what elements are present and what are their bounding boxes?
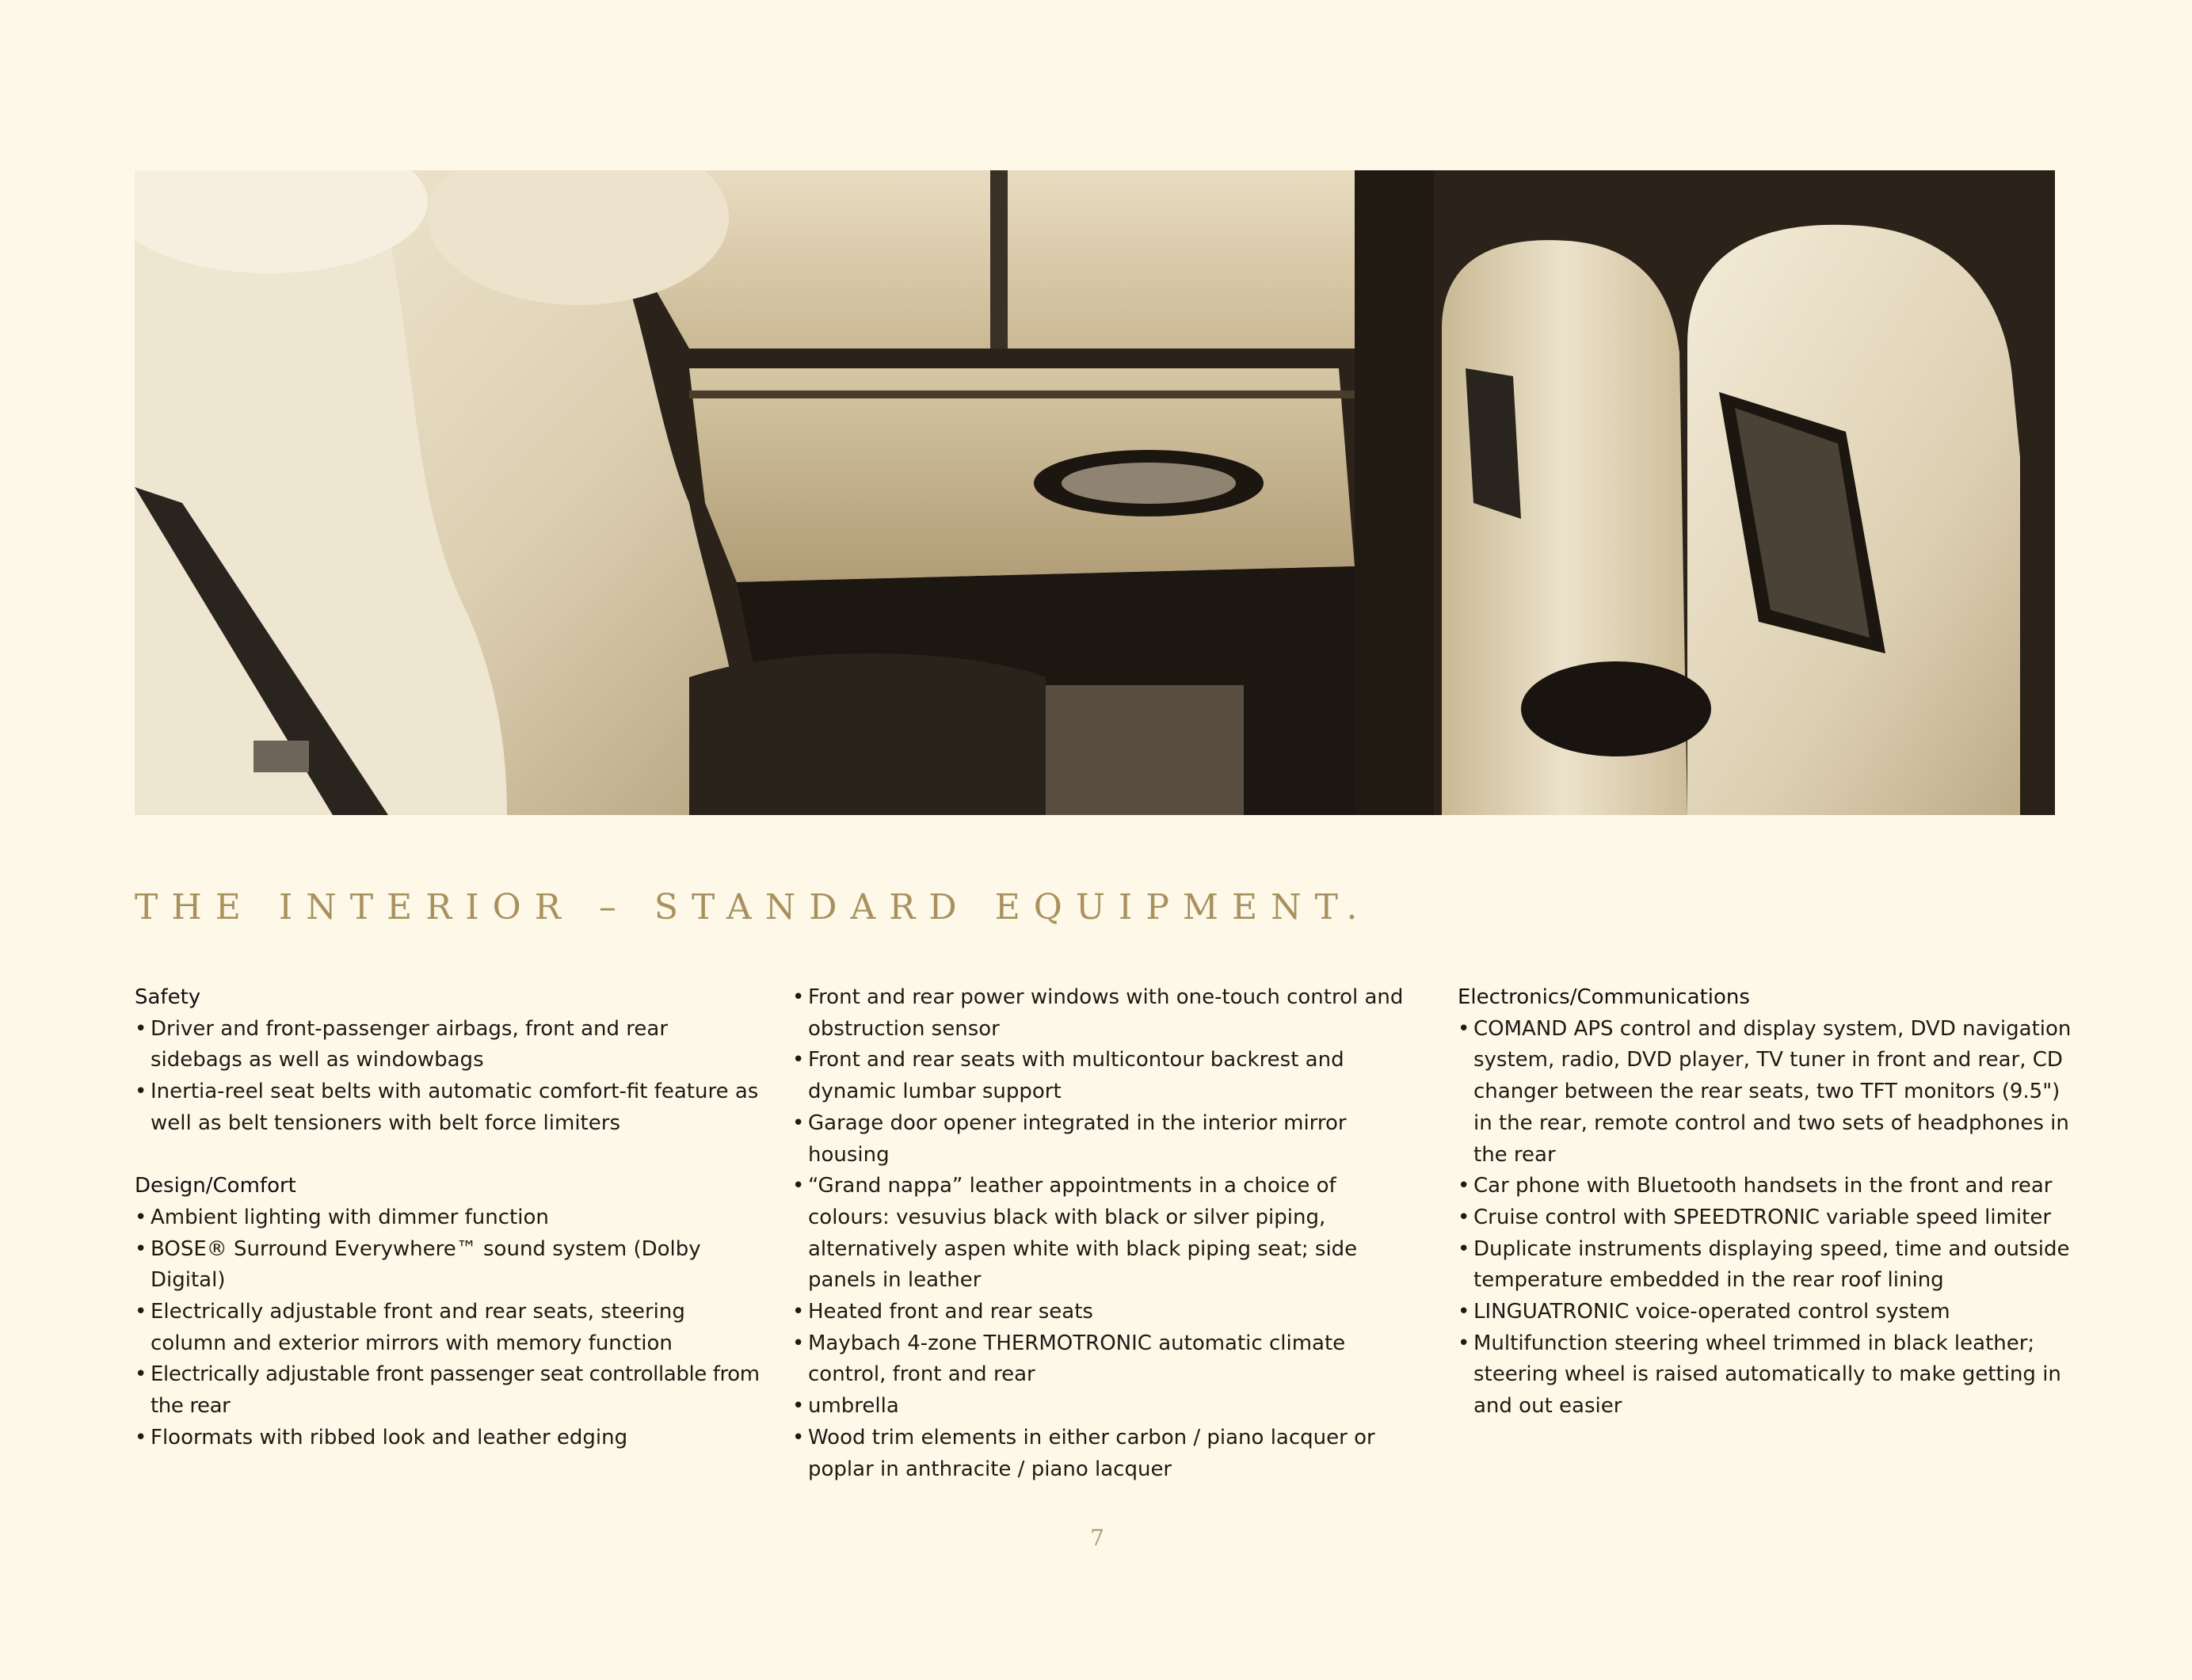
list-item: • Car phone with Bluetooth handsets in the front and rear	[1458, 1171, 2083, 1202]
list-item: • Electrically adjustable front passenger seat controllable from the rear	[135, 1359, 761, 1422]
list-item: • LINGUATRONIC voice-operated control system	[1458, 1297, 2083, 1328]
list-item: • Inertia-reel seat belts with automatic comfort-fit feature as well as belt tensioners with belt force limiters	[135, 1076, 761, 1139]
list-item: • Heated front and rear seats	[792, 1297, 1418, 1328]
page-heading: THE INTERIOR – STANDARD EQUIPMENT.	[135, 887, 1371, 928]
column-electronics	[1458, 982, 2083, 1423]
list-item: • Duplicate instruments displaying speed, time and outside temperature embedded in the rear roof lining	[1458, 1234, 2083, 1297]
list-item: • Driver and front-passenger airbags, front and rear sidebags as well as windowbags	[135, 1014, 761, 1076]
page-number: 7	[1090, 1525, 1104, 1551]
car-interior-illustration	[135, 170, 2055, 815]
list-item: • Cruise control with SPEEDTRONIC variable speed limiter	[1458, 1202, 2083, 1234]
list-item: • Wood trim elements in either carbon / piano lacquer or poplar in anthracite / piano lacquer	[792, 1423, 1418, 1485]
electronics-list	[1458, 1014, 2083, 1423]
list-item: • Ambient lighting with dimmer function	[135, 1202, 761, 1234]
list-item: • Maybach 4-zone THERMOTRONIC automatic climate control, front and rear	[792, 1328, 1418, 1391]
section-title-safety: Safety	[135, 985, 201, 1009]
design-comfort-continued-list	[792, 982, 1418, 1485]
car-interior-photo	[135, 170, 2055, 815]
list-item: • umbrella	[792, 1391, 1418, 1423]
safety-list	[135, 1014, 761, 1140]
column-safety-design	[135, 982, 761, 1454]
list-item: • BOSE® Surround Everywhere™ sound system (Dolby Digital)	[135, 1234, 761, 1297]
list-item: • Electrically adjustable front and rear seats, steering column and exterior mirrors with memory function	[135, 1297, 761, 1359]
section-title-design-comfort: Design/Comfort	[135, 1174, 296, 1198]
list-item: • “Grand nappa” leather appointments in a choice of colours: vesuvius black with black or silver piping, alternatively aspen white with black piping seat; side panels in leather	[792, 1171, 1418, 1297]
design-comfort-list	[135, 1202, 761, 1454]
list-item: • Multifunction steering wheel trimmed in black leather; steering wheel is raised automatically to make getting in and out easier	[1458, 1328, 2083, 1423]
list-item: • Garage door opener integrated in the interior mirror housing	[792, 1108, 1418, 1171]
list-item: • Front and rear power windows with one-touch control and obstruction sensor	[792, 982, 1418, 1045]
section-title-electronics: Electronics/Communications	[1458, 985, 1750, 1009]
column-design-comfort-continued	[792, 982, 1418, 1485]
list-item: • Floormats with ribbed look and leather edging	[135, 1423, 761, 1454]
list-item: • COMAND APS control and display system, DVD navigation system, radio, DVD player, TV tuner in front and rear, CD changer between the rear seats, two TFT monitors (9.5") in the rear, remote control and two sets of headphones in the rear	[1458, 1014, 2083, 1171]
list-item: • Front and rear seats with multicontour backrest and dynamic lumbar support	[792, 1045, 1418, 1107]
